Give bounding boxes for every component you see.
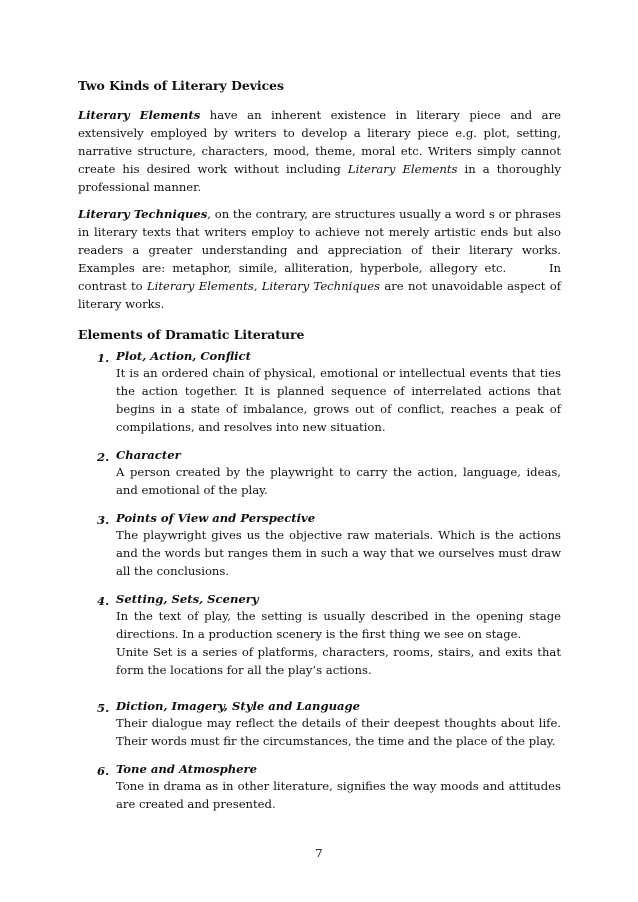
item-text: The playwright gives us the objective raw materials. Which is the actions and the words but ranges them in such a way that we ourselves must draw all the conclusions.	[116, 528, 561, 578]
para2-text-c: are not unavoidable aspect of literary works.	[78, 279, 561, 311]
term-literary-techniques: Literary Techniques	[78, 207, 208, 221]
para2-text-b: In contrast to	[78, 261, 561, 293]
item-number: 4.	[97, 594, 110, 608]
term-literary-elements-italic: Literary Elements	[347, 162, 458, 176]
list-item	[78, 699, 561, 750]
para2-text-a: , on the contrary, are structures usually a word s or phrases in literary texts that writers employ to achieve not merely artistic ends but also readers a greater understanding and appreciation of their literary works. Examples are: metaphor, simile, alliteration, hyperbole, allegory etc.	[78, 207, 561, 275]
paragraph-literary-elements	[78, 106, 561, 196]
item-text-second: Unite Set is a series of platforms, characters, rooms, stairs, and exits that form the locations for all the play’s actions.	[116, 645, 561, 677]
item-number: 6.	[97, 764, 110, 778]
item-number: 5.	[97, 701, 110, 715]
list-item	[78, 762, 561, 813]
item-text: Tone in drama as in other literature, signifies the way moods and attitudes are created and presented.	[116, 779, 561, 811]
list-item	[78, 448, 561, 499]
item-text: Their dialogue may reflect the details of their deepest thoughts about life. Their words must fir the circumstances, the time and the place of the play.	[116, 716, 561, 748]
para1-text-b: in a thoroughly professional manner.	[78, 162, 562, 194]
elements-list	[78, 349, 561, 813]
document-page	[78, 78, 561, 825]
heading-dramatic-literature: Elements of Dramatic Literature	[78, 327, 305, 342]
item-title: Diction, Imagery, Style and Language	[116, 699, 360, 713]
item-title: Tone and Atmosphere	[116, 762, 258, 776]
term-elements-techniques-italic: Literary Elements, Literary Techniques	[146, 279, 381, 293]
list-item	[78, 592, 561, 679]
list-item	[78, 349, 561, 436]
page-number: 7	[315, 846, 323, 860]
para2-gap	[506, 261, 549, 275]
item-number: 2.	[97, 450, 110, 464]
heading-literary-devices: Two Kinds of Literary Devices	[78, 78, 285, 93]
term-literary-elements: Literary Elements	[78, 108, 201, 122]
item-number: 1.	[97, 351, 110, 365]
item-title: Setting, Sets, Scenery	[116, 592, 259, 606]
item-title: Points of View and Perspective	[116, 511, 316, 525]
item-text: It is an ordered chain of physical, emotional or intellectual events that ties the action together. It is planned sequence of interrelated actions that begins in a state of imbalance, grows out of conflict, reaches a peak of compilations, and resolves into new situation.	[116, 366, 561, 434]
list-item	[78, 511, 561, 580]
item-number: 3.	[97, 513, 110, 527]
item-text: A person created by the playwright to carry the action, language, ideas, and emotional of the play.	[116, 465, 561, 497]
item-title: Character	[116, 448, 181, 462]
item-title: Plot, Action, Conflict	[116, 349, 251, 363]
para1-text-a: have an inherent existence in literary piece and are extensively employed by writers to develop a literary piece e.g. plot, setting, narrative structure, characters, mood, theme, moral etc. Writers simply cannot create his desired work without including	[78, 108, 561, 176]
item-text: In the text of play, the setting is usually described in the opening stage directions. In a production scenery is the first thing we see on stage.	[116, 609, 561, 641]
paragraph-literary-techniques	[78, 205, 561, 313]
